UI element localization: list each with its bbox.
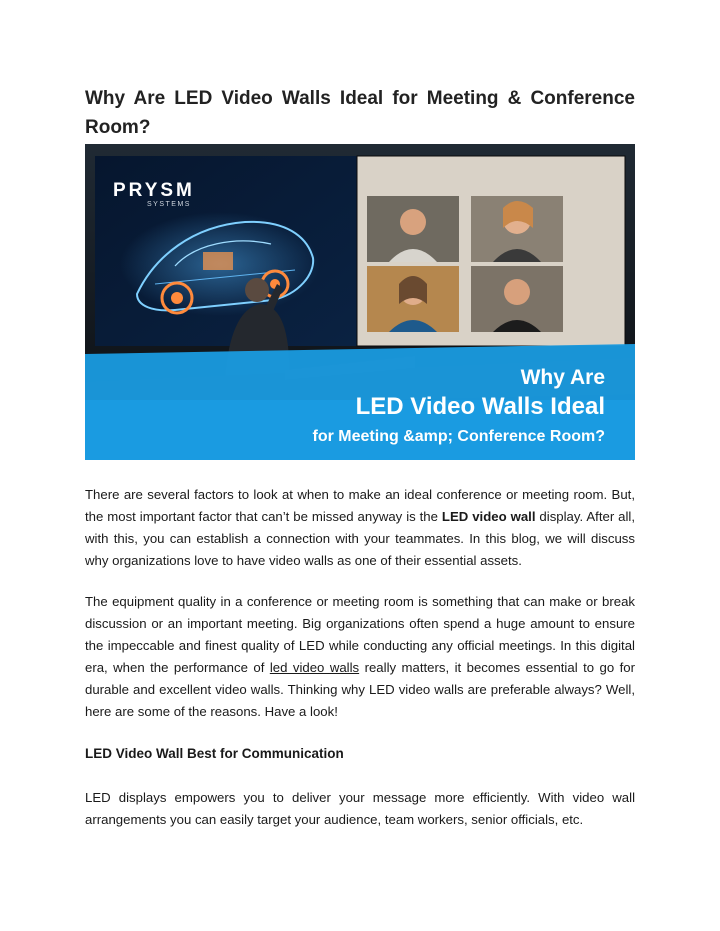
paragraph-intro-text-b: display. After all, with this, you can establish a connection with your teammates. In this blog, we will discuss why organizations love to have video walls as one of their essential assets. [85,509,635,568]
paragraph-equipment-text-b: really matters, it becomes essential to go for durable and excellent video walls. Thinking why LED video walls are preferable always? Well, here are some of the reasons. Have a look! [85,660,636,719]
paragraph-equipment-text-a: The equipment quality in a conference or meeting room is something that can make or break discussion or an important meeting. Big organizations often spend a huge amount to ensure the impeccable and finest quality of LED while conducting any official meetings. In this digital era, when the performance of [85,594,635,675]
hero-image [85,144,635,460]
document-title: Why Are LED Video Walls Ideal for Meeting & Conference Room? [85,88,635,138]
paragraph-communication: LED displays empowers you to deliver your message more efficiently. With video wall arrangements you can easily target your audience, team workers, senior officials, etc. [85,790,635,827]
caption-line-1: Why Are [520,366,605,389]
section-heading: LED Video Wall Best for Communication [85,746,344,761]
paragraph-intro [85,484,635,572]
caption-line-3: for Meeting &amp; Conference Room? [312,428,605,445]
paragraph-equipment [85,591,635,723]
car-wireframe-graphic [120,212,320,316]
caption-line-2: LED Video Walls Ideal [355,393,605,420]
led-video-walls-link[interactable]: led video walls [269,660,360,675]
led-video-wall-bold: LED video wall [441,509,536,524]
prysm-logo: PRYSM [113,180,195,201]
prysm-logo-subtitle: SYSTEMS [147,201,191,208]
paragraph-intro-text-a: There are several factors to look at when to make an ideal conference or meeting room. But, the most important factor that can’t be missed anyway is the [85,487,635,524]
